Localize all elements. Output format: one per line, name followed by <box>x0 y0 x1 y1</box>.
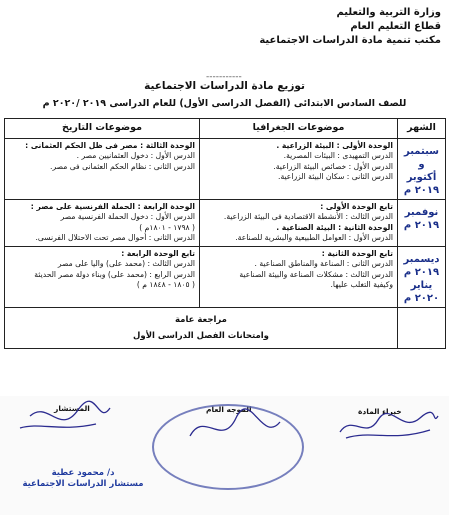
month-cell <box>398 138 446 199</box>
month-label: ٢٠٢٠ م <box>403 292 440 304</box>
month-label: سبتمبر <box>403 145 439 157</box>
curriculum-table <box>4 118 446 349</box>
lesson-line: الدرس الأول : العوامل الطبيعية والبشرية للصناعة. <box>235 233 393 242</box>
signature-scrawls <box>0 396 449 515</box>
month-label: أكتوبر <box>406 171 437 183</box>
month-label: ٢٠١٩ م <box>403 266 440 278</box>
lesson-line: الدرس الثالث : (محمد على) واليا على مصر <box>57 259 195 268</box>
unit-title: الوحدة الأولى : البيئة الزراعية . <box>276 140 393 150</box>
history-cell <box>5 199 200 246</box>
advisor-signature-2 <box>20 424 96 428</box>
review-month-cell <box>398 307 446 348</box>
geography-cell <box>200 199 398 246</box>
month-label: ٢٠١٩ م <box>403 219 440 231</box>
lesson-line: الدرس الأول : دخول الحملة الفرنسية مصر <box>60 212 195 221</box>
history-cell <box>5 138 200 199</box>
lesson-line: الدرس الثانى : نظام الحكم العثمانى فى مصر. <box>50 161 195 171</box>
lesson-line: الدرس الثانى : أحوال مصر تحت الاحتلال الفرنسى. <box>35 233 195 242</box>
lesson-line: الدرس الأول : دخول العثمانيين مصر . <box>76 151 195 160</box>
unit-title: تابع الوحدة الرابعة : <box>121 248 195 258</box>
advisor-name: د/ محمود عطية <box>51 468 115 478</box>
lesson-line: الدرس الثانى : الصناعة والمناطق الصناعية . <box>254 259 393 268</box>
history-cell <box>5 246 200 307</box>
geography-header: موضوعات الجغرافيا <box>200 119 398 139</box>
lesson-line: الدرس الثالث : الأنشطة الاقتصادية فى البيئة الزراعية. <box>223 212 393 221</box>
review-row <box>5 307 446 348</box>
unit-title: الوحدة الثالثة : مصر فى ظل الحكم العثمانى : <box>25 140 195 150</box>
lesson-line: الدرس الثانى : سكان البيئة الزراعية. <box>278 172 393 181</box>
table-header-row <box>5 119 446 139</box>
geography-cell <box>200 138 398 199</box>
unit-title: تابع الوحدة الثانية : <box>321 248 393 258</box>
lesson-line: ( ١٧٩٨ - ١٨٠١م ) <box>139 222 195 232</box>
general-director-label: الموجه العام <box>206 405 252 414</box>
lesson-line: الدرس الثالث : مشكلات الصناعة والبيئة الصناعية <box>239 269 393 279</box>
office-name: مكتب تنمية مادة الدراسات الاجتماعية <box>259 35 441 46</box>
table-row <box>5 246 446 307</box>
expert-signature-2 <box>346 430 430 438</box>
month-cell <box>398 246 446 307</box>
month-label: يناير <box>410 279 433 291</box>
advisor-stamp-text <box>8 468 158 490</box>
document-subtitle: للصف السادس الابتدائى (الفصل الدراسى الأول) للعام الدراسى ٢٠١٩ /٢٠٢٠ م <box>42 98 407 109</box>
advisor-signature <box>30 401 110 420</box>
expert-label: خبراء المادة <box>358 407 402 416</box>
lesson-line: ( ١٨٠٥ - ١٨٤٨ م ) <box>136 280 195 289</box>
unit-title: الوحدة الثانية : البيئة الصناعية . <box>276 222 393 232</box>
unit-title: الوحدة الرابعة : الحملة الفرنسية على مصر : <box>30 201 195 211</box>
advisor-label: المستشار <box>54 404 90 413</box>
expert-signature <box>340 412 438 432</box>
month-label: ديسمبر <box>403 253 440 265</box>
ministry-name: وزارة التربية والتعليم <box>336 7 441 18</box>
document-header <box>201 6 441 48</box>
advisor-title: مستشار الدراسات الاجتماعية <box>22 479 144 489</box>
sector-name: قطاع التعليم العام <box>350 21 441 32</box>
review-cell <box>5 307 398 348</box>
history-header: موضوعات التاريخ <box>5 119 200 139</box>
document-title: توزيع مادة الدراسات الاجتماعية <box>144 80 305 92</box>
month-cell <box>398 199 446 246</box>
review-line: مراجعة عامة <box>175 314 227 325</box>
month-label: نوفمبر <box>404 206 439 218</box>
month-label: ٢٠١٩ م <box>403 184 440 196</box>
lesson-line: وكيفية التغلب عليها. <box>330 280 393 289</box>
month-label: و <box>418 158 425 170</box>
lesson-line: الدرس التمهيدى : البيئات المصرية. <box>283 151 393 160</box>
header-separator: ----------- <box>206 72 242 82</box>
lesson-line: الدرس الأول : خصائص البيئة الزراعية. <box>273 161 393 171</box>
table-row <box>5 138 446 199</box>
unit-title: تابع الوحدة الأولى : <box>320 201 393 211</box>
review-line: وامتحانات الفصل الدراسى الأول <box>133 330 269 341</box>
lesson-line: الدرس الرابع : (محمد على) وبناء دولة مصر الحديثة <box>34 269 195 279</box>
director-signature <box>190 409 280 436</box>
table-row <box>5 199 446 246</box>
month-header: الشهر <box>398 119 446 139</box>
geography-cell <box>200 246 398 307</box>
